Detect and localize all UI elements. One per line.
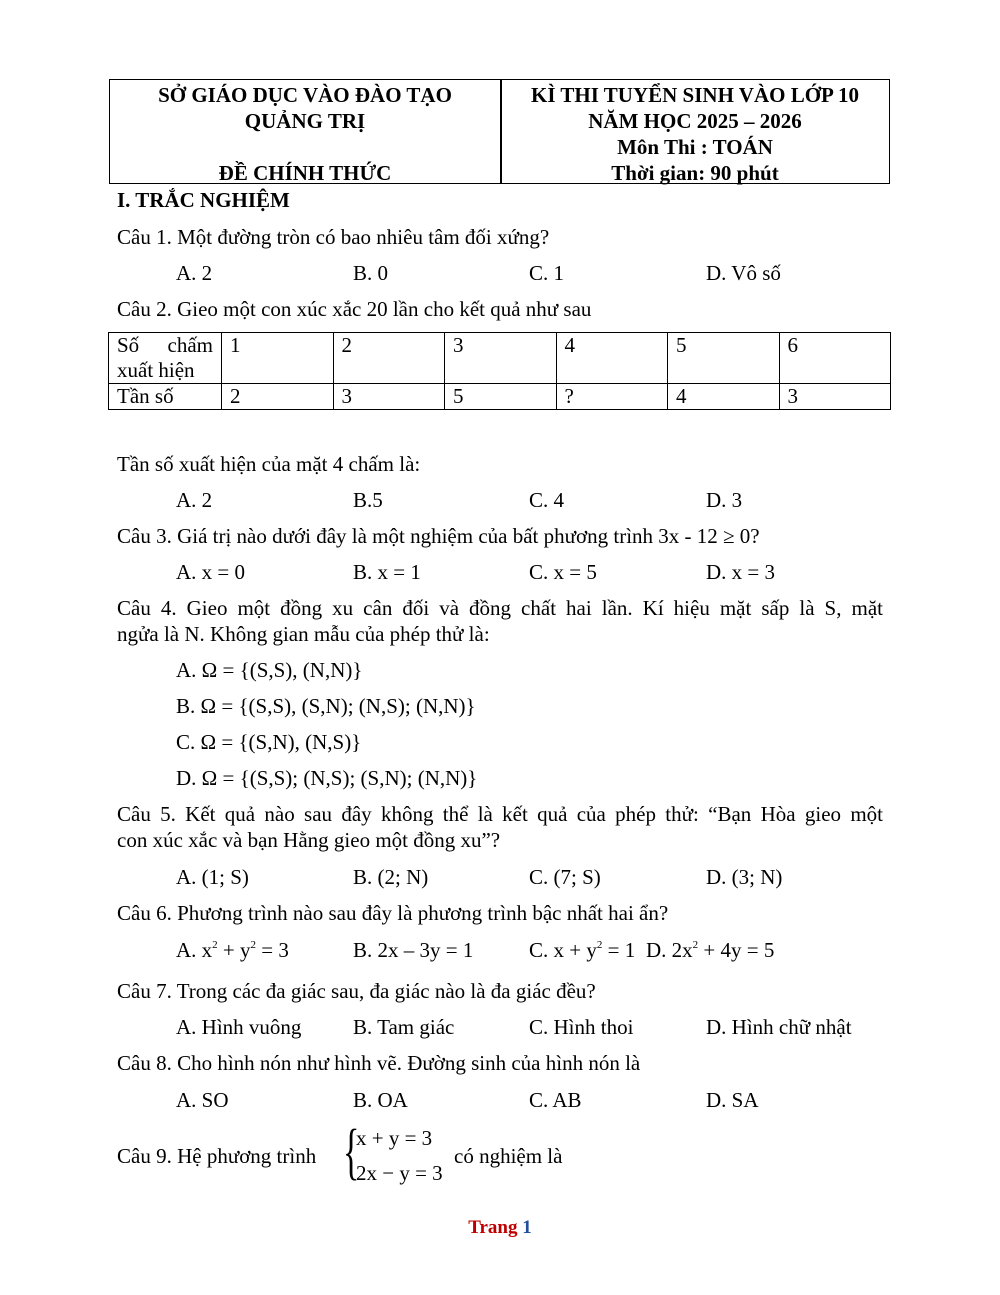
table-cell: 1 — [222, 333, 334, 384]
table-cell: 2 — [333, 333, 445, 384]
math-term: + 4y = 5 — [698, 938, 775, 962]
q6-option-a — [176, 938, 289, 963]
math-term: 2x — [671, 938, 693, 962]
dice-frequency-table — [108, 332, 891, 410]
question-6: Câu 6. Phương trình nào sau đây là phương trình bậc nhất hai ẩn? — [117, 901, 669, 925]
exam-header — [109, 79, 890, 184]
q7-option-a: A. Hình vuông — [176, 1015, 302, 1039]
exponent: 2 — [212, 939, 218, 951]
math-term: + y — [217, 938, 251, 962]
q4-option-d: D. Ω = {(S,S); (N,S); (S,N); (N,N)} — [176, 766, 478, 790]
math-term: x + y — [553, 938, 597, 962]
q4-option-b: B. Ω = {(S,S), (S,N); (N,S); (N,N)} — [176, 694, 476, 718]
q5-option-c: C. (7; S) — [529, 865, 601, 889]
q6-option-b: B. 2x – 3y = 1 — [353, 938, 474, 962]
table-row-label: Tần số — [109, 384, 222, 410]
table-cell: 3 — [779, 384, 891, 410]
row-label-line1: Số chấm — [117, 333, 213, 357]
q5-option-d: D. (3; N) — [706, 865, 783, 889]
q5-option-b: B. (2; N) — [353, 865, 429, 889]
question-4-line1: Câu 4. Gieo một đồng xu cân đối và đồng chất hai lần. Kí hiệu mặt sấp là S, mặt — [117, 596, 883, 620]
department-name: SỞ GIÁO DỤC VÀO ĐÀO TẠO — [158, 83, 452, 107]
footer-page-number: 1 — [522, 1217, 532, 1238]
q1-option-a: A. 2 — [176, 261, 213, 285]
province-name: QUẢNG TRỊ — [244, 109, 366, 133]
question-3: Câu 3. Giá trị nào dưới đây là một nghiệm của bất phương trình 3x - 12 ≥ 0? — [117, 524, 760, 548]
official-exam-label: ĐỀ CHÍNH THỨC — [218, 161, 392, 185]
exponent: 2 — [596, 939, 603, 951]
question-9-suffix: có nghiệm là — [454, 1144, 563, 1168]
page-footer — [0, 1217, 1000, 1239]
table-cell: 2 — [222, 384, 334, 410]
exam-title: KÌ THI TUYỂN SINH VÀO LỚP 10 — [531, 83, 859, 107]
question-2: Câu 2. Gieo một con xúc xắc 20 lần cho kết quả như sau — [117, 297, 592, 321]
math-term: = 1 — [602, 938, 636, 962]
q1-option-d: D. Vô số — [706, 261, 781, 285]
system-brace: { — [343, 1118, 360, 1186]
question-2-prompt: Tần số xuất hiện của mặt 4 chấm là: — [117, 452, 421, 476]
math-term: = 3 — [256, 938, 289, 962]
question-4-line2: ngửa là N. Không gian mẫu của phép thử là: — [117, 622, 490, 646]
q8-option-b: B. OA — [353, 1088, 408, 1112]
table-cell: 5 — [668, 333, 780, 384]
q2-option-d: D. 3 — [706, 488, 743, 512]
q6-option-c — [529, 938, 635, 963]
section-title: I. TRẮC NGHIỆM — [117, 188, 290, 212]
q8-option-d: D. SA — [706, 1088, 759, 1112]
q3-option-a: A. x = 0 — [176, 560, 246, 584]
question-1: Câu 1. Một đường tròn có bao nhiêu tâm đối xứng? — [117, 225, 550, 249]
exponent: 2 — [692, 939, 699, 951]
time-limit: Thời gian: 90 phút — [611, 161, 779, 185]
q7-option-b: B. Tam giác — [353, 1015, 455, 1039]
q4-option-c: C. Ω = {(S,N), (N,S)} — [176, 730, 362, 754]
table-cell: 3 — [333, 384, 445, 410]
q2-option-c: C. 4 — [529, 488, 565, 512]
q7-option-c: C. Hình thoi — [529, 1015, 634, 1039]
system-equation-1: x + y = 3 — [356, 1126, 433, 1150]
subject: Môn Thi : TOÁN — [617, 135, 773, 159]
table-cell: 3 — [445, 333, 557, 384]
question-9-prefix: Câu 9. Hệ phương trình — [117, 1144, 317, 1168]
q8-option-a: A. SO — [176, 1088, 229, 1112]
q1-option-b: B. 0 — [353, 261, 389, 285]
header-left — [110, 80, 500, 183]
q4-option-a: A. Ω = {(S,S), (N,N)} — [176, 658, 363, 682]
table-cell: 4 — [556, 333, 668, 384]
table-row-label — [109, 333, 222, 384]
footer-page-label: Trang — [468, 1217, 518, 1238]
q3-option-b: B. x = 1 — [353, 560, 421, 584]
q1-option-c: C. 1 — [529, 261, 565, 285]
q3-option-d: D. x = 3 — [706, 560, 776, 584]
question-7: Câu 7. Trong các đa giác sau, đa giác nào là đa giác đều? — [117, 979, 596, 1003]
q8-option-c: C. AB — [529, 1088, 582, 1112]
q2-option-b: B.5 — [353, 488, 383, 512]
header-right — [501, 80, 889, 183]
q3-option-c: C. x = 5 — [529, 560, 597, 584]
table-cell: ? — [556, 384, 668, 410]
q6-option-d — [646, 938, 774, 963]
system-equation-2: 2x − y = 3 — [356, 1161, 443, 1185]
table-row — [109, 384, 891, 410]
question-5-line1: Câu 5. Kết quả nào sau đây không thể là kết quả của phép thử: “Bạn Hòa gieo một — [117, 802, 883, 826]
row-label-line2: xuất hiện — [117, 358, 195, 382]
question-5-line2: con xúc xắc và bạn Hằng gieo một đồng xu”? — [117, 828, 501, 852]
school-year: NĂM HỌC 2025 – 2026 — [588, 109, 802, 133]
math-term: x — [201, 938, 213, 962]
question-8: Câu 8. Cho hình nón như hình vẽ. Đường sinh của hình nón là — [117, 1051, 641, 1075]
q7-option-d: D. Hình chữ nhật — [706, 1015, 852, 1039]
exponent: 2 — [250, 939, 257, 951]
option-label: D. — [646, 938, 667, 962]
table-cell: 4 — [668, 384, 780, 410]
table-cell: 6 — [779, 333, 891, 384]
option-label: C. — [529, 938, 549, 962]
q2-option-a: A. 2 — [176, 488, 213, 512]
table-row — [109, 333, 891, 384]
option-label: A. — [176, 938, 197, 962]
table-cell: 5 — [445, 384, 557, 410]
q5-option-a: A. (1; S) — [176, 865, 249, 889]
